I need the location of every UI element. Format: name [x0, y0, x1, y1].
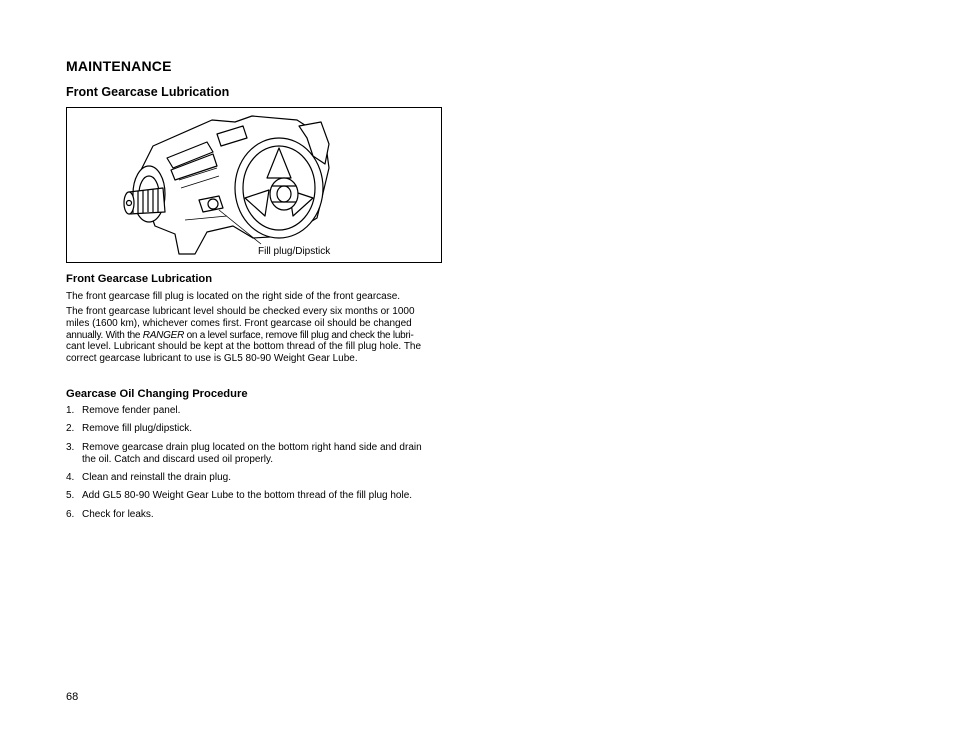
paragraph-line: miles (1600 km), whichever comes first. Front gearcase oil should be changed	[66, 317, 412, 329]
lubrication-paragraph-2	[66, 306, 450, 365]
page-number: 68	[66, 691, 79, 703]
procedure-step	[66, 405, 450, 417]
gearcase-illustration	[67, 108, 443, 264]
step-text: Check for leaks.	[82, 508, 154, 520]
procedure-step	[66, 423, 450, 435]
step-number: 1.	[66, 405, 75, 416]
procedure-step	[66, 442, 450, 466]
figure-caption: Fill plug/Dipstick	[258, 246, 331, 257]
ranger-italic: RANGER	[142, 329, 185, 341]
procedure-step	[66, 490, 450, 502]
subsection-title: Front Gearcase Lubrication	[66, 85, 230, 99]
lubrication-heading: Front Gearcase Lubrication	[66, 273, 213, 285]
step-number: 6.	[66, 508, 75, 520]
step-number: 4.	[66, 471, 75, 483]
step-text-line: Remove gearcase drain plug located on the bottom right hand side and drain	[82, 441, 422, 453]
step-number: 3.	[66, 441, 75, 453]
procedure-heading: Gearcase Oil Changing Procedure	[66, 388, 248, 400]
step-number: 2.	[66, 423, 75, 435]
procedure-steps	[66, 405, 450, 527]
step-text: Remove fill plug/dipstick.	[82, 423, 193, 435]
step-text: Remove fender panel.	[82, 405, 181, 416]
step-text-line: the oil. Catch and discard used oil properly.	[82, 453, 274, 465]
section-title: MAINTENANCE	[66, 58, 172, 74]
step-text: Add GL5 80-90 Weight Gear Lube to the bottom thread of the fill plug hole.	[82, 490, 413, 502]
text-run: annually. With the	[66, 329, 143, 341]
text-run: on a level surface, remove fill plug and check the lubri-	[184, 329, 414, 341]
paragraph-line: correct gearcase lubricant to use is GL5 80-90 Weight Gear Lube.	[66, 353, 358, 365]
gearcase-figure	[66, 107, 442, 263]
procedure-step	[66, 509, 450, 521]
paragraph-line: The front gearcase lubricant level should be checked every six months or 1000	[66, 306, 415, 317]
paragraph-line: cant level. Lubricant should be kept at the bottom thread of the fill plug hole. The	[66, 341, 422, 353]
lubrication-paragraph-1: The front gearcase fill plug is located on the right side of the front gearcase.	[66, 291, 401, 302]
step-number: 5.	[66, 490, 75, 502]
procedure-step	[66, 472, 450, 484]
step-text: Clean and reinstall the drain plug.	[82, 471, 231, 483]
paragraph-line	[66, 330, 450, 342]
